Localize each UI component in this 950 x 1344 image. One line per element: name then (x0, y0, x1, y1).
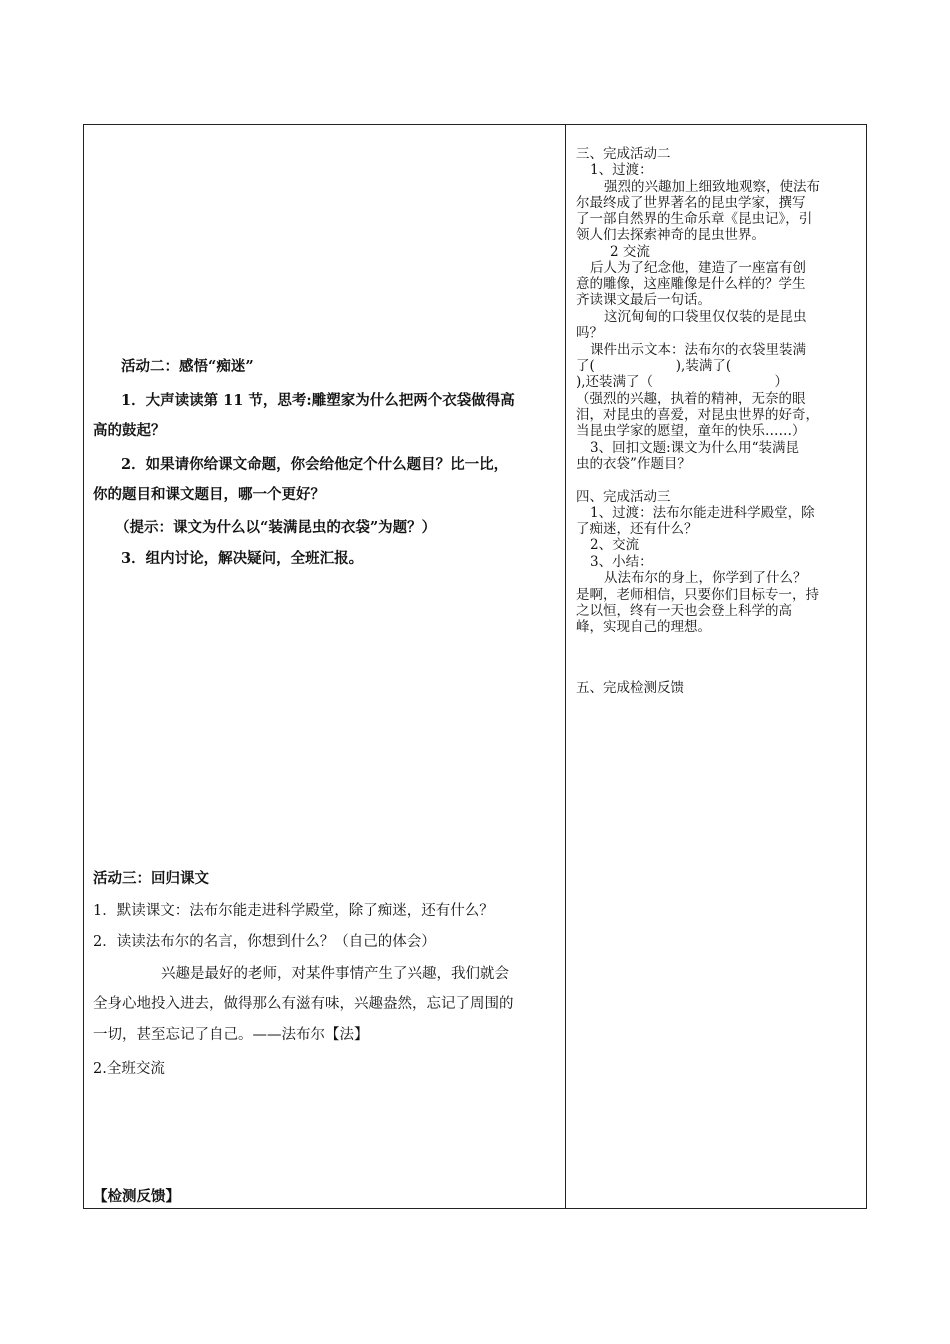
section5-title: 五、完成检测反馈 (576, 680, 684, 696)
s4-summary-line1: 从法布尔的身上，你学到了什么？ (604, 570, 807, 586)
s4-summary-line3: 之以恒，终有一天也会登上科学的高 (576, 603, 792, 619)
quote-line1: 兴趣是最好的老师，对某件事情产生了兴趣，我们就会 (161, 966, 509, 982)
s3-answer-line1: （强烈的兴趣，执着的精神，无奈的眼 (576, 391, 806, 407)
activity3-item3: 2.全班交流 (93, 1061, 165, 1077)
s4-transition-line1: 1、过渡：法布尔能走进科学殿堂，除 (590, 505, 815, 521)
s3-exchange-line2: 意的雕像，这座雕像是什么样的？学生 (576, 276, 806, 292)
activity2-q1-line2: 高的鼓起？ (93, 422, 166, 439)
activity2-q1-line1: 1．大声读读第 11 节，思考:雕塑家为什么把两个衣袋做得高 (121, 392, 515, 409)
activity3-item2: 2．读读法布尔的名言，你想到什么？（自己的体会） (93, 934, 436, 950)
activity3-title: 活动三：回归课文 (93, 870, 209, 887)
s3-answer-line3: 当昆虫学家的愿望，童年的快乐……） (576, 423, 806, 439)
s3-show-line2: 了( ),装满了( (576, 358, 772, 374)
s3-transition: 1、过渡： (590, 162, 653, 178)
activity2-hint: （提示：课文为什么以“装满昆虫的衣袋”为题？） (115, 519, 437, 536)
s4-transition-line2: 了痴迷，还有什么？ (576, 521, 698, 537)
s3-answer-line2: 泪，对昆虫的喜爱，对昆虫世界的好奇， (576, 407, 819, 423)
s3-para-line1: 强烈的兴趣加上细致地观察，使法布 (604, 179, 820, 195)
activity2-q2-line1: 2．如果请你给课文命题，你会给他定个什么题目？比一比， (121, 456, 509, 473)
section4-title: 四、完成活动三 (576, 489, 671, 505)
s3-para-line2: 尔最终成了世界著名的昆虫学家，撰写 (576, 195, 806, 211)
s3-para-line3: 了一部自然界的生命乐章《昆虫记》，引 (576, 211, 813, 227)
s4-summary-title: 3、小结： (590, 554, 653, 570)
s3-question-line1: 这沉甸甸的口袋里仅仅装的是昆虫 (604, 309, 807, 325)
feedback-title: 【检测反馈】 (93, 1188, 180, 1205)
activity2-q2-line2: 你的题目和课文题目，哪一个更好？ (93, 486, 325, 503)
s4-exchange: 2、交流 (590, 537, 640, 553)
s3-exchange: 2 交流 (610, 244, 650, 260)
s3-show-line1: 课件出示文本：法布尔的衣袋里装满 (590, 342, 806, 358)
left-column (83, 124, 565, 1209)
quote-line3: 一切，甚至忘记了自己。——法布尔【法】 (93, 1027, 369, 1043)
quote-line2: 全身心地投入进去，做得那么有滋有味，兴趣盎然，忘记了周围的 (93, 996, 514, 1012)
s3-para-line4: 领人们去探索神奇的昆虫世界。 (576, 227, 765, 243)
s4-summary-line4: 峰，实现自己的理想。 (576, 619, 711, 635)
s3-recap-line2: 虫的衣袋”作题目？ (576, 456, 691, 472)
s3-recap-line1: 3、回扣文题:课文为什么用“装满昆 (590, 440, 800, 456)
s3-exchange-line3: 齐读课文最后一句话。 (576, 292, 711, 308)
activity2-q3: 3．组内讨论，解决疑问，全班汇报。 (121, 550, 364, 567)
s4-summary-line2: 是啊，老师相信，只要你们目标专一，持 (576, 587, 819, 603)
activity2-title: 活动二：感悟“痴迷” (121, 358, 254, 375)
s3-exchange-line1: 后人为了纪念他，建造了一座富有创 (590, 260, 806, 276)
section3-title: 三、完成活动二 (576, 146, 671, 162)
s3-show-line3: ),还装满了（ ） (576, 374, 789, 390)
s3-question-line2: 吗？ (576, 325, 603, 341)
right-column (566, 124, 867, 1209)
activity3-item1: 1．默读课文：法布尔能走进科学殿堂，除了痴迷，还有什么？ (93, 903, 494, 919)
